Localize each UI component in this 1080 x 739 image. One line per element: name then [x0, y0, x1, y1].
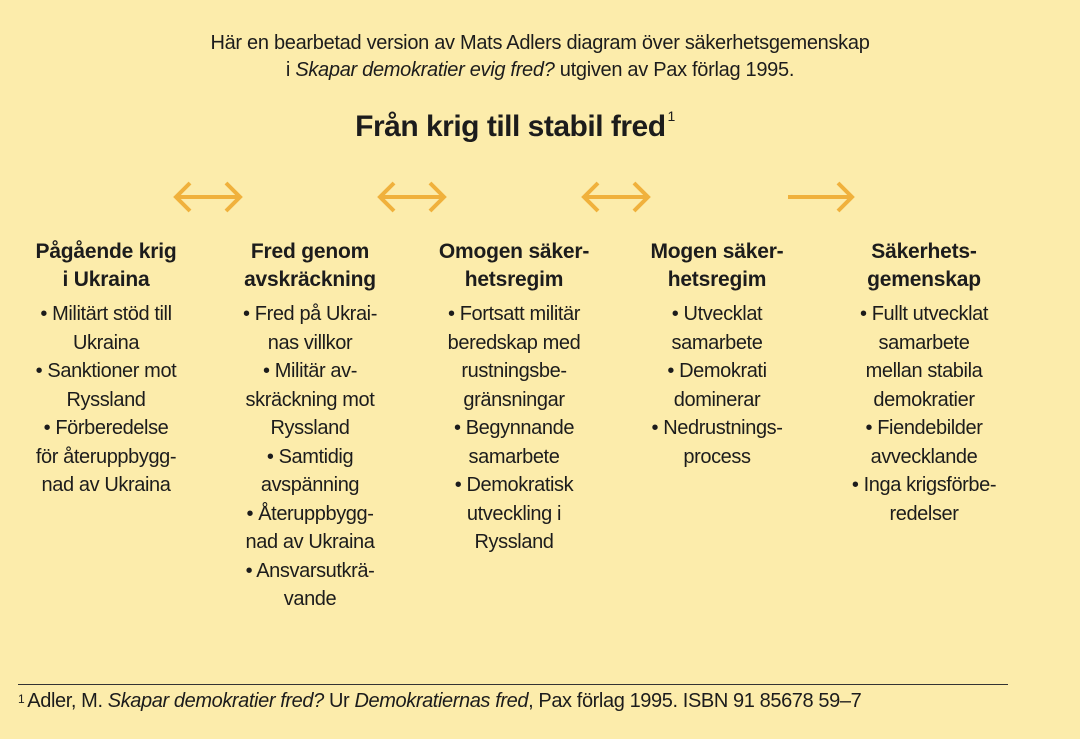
footnote: $^1$ Adler, M. Skapar demokratier fred? Ur Demokratiernas fred, Pax förlag 1995. ISBN 91 85678 59–7 [18, 690, 862, 712]
right-arrow-icon [784, 180, 856, 214]
footnote-divider [18, 684, 1008, 685]
list-item: • Ansvarsutkrä- vande [245, 559, 375, 610]
intro-line-1: Här en bearbetad version av Mats Adlers diagram över säkerhetsgemenskap [210, 32, 870, 54]
list-item: • Samtidig avspänning [260, 445, 360, 496]
diagram-title [0, 110, 1030, 144]
stage-heading: Mogen säker- hetsregim [650, 240, 784, 291]
list-item: • Begynnande samarbete [453, 417, 575, 468]
double-arrow-icon [172, 180, 244, 214]
list-item: • Förberedelse för återuppbygg- nad av Ukraina [35, 417, 177, 496]
list-item: • Demokratisk utveckling i Ryssland [454, 474, 574, 553]
stage-pagaende-krig [14, 238, 198, 500]
list-item: • Fullt utvecklat samarbete mellan stabila demokratier [859, 303, 989, 411]
stage-mogen-sakerhetsregim [626, 238, 808, 471]
list-item: • Nedrustnings- process [651, 417, 783, 468]
list-item: • Militärt stöd till Ukraina [40, 303, 172, 354]
list-item: • Sanktioner mot Ryssland [35, 360, 177, 411]
stage-sakerhetsgemenskap [830, 238, 1018, 528]
intro-suffix: utgiven av Pax förlag 1995. [554, 59, 795, 81]
stage-heading: Säkerhets- gemenskap [867, 240, 981, 291]
footnote-mark: 1 [18, 692, 25, 706]
title-footnote-mark: 1 [667, 108, 675, 124]
list-item: • Inga krigsförbe- redelser [851, 474, 997, 525]
list-item: • Fortsatt militär beredskap med rustningsbe- gränsningar [447, 303, 581, 411]
double-arrow-icon [376, 180, 448, 214]
list-item: • Återuppbygg- nad av Ukraina [245, 502, 375, 553]
double-arrow-icon [580, 180, 652, 214]
stage-heading: Fred genom avskräckning [244, 240, 376, 291]
stage-heading: Pågående krig i Ukraina [35, 240, 177, 291]
list-item: • Fred på Ukrai- nas villkor [243, 303, 377, 354]
stage-omogen-sakerhetsregim [418, 238, 610, 557]
list-item: • Demokrati dominerar [667, 360, 767, 411]
intro-book-title: Skapar demokratier evig fred? [295, 59, 555, 81]
diagram-title-text: Från krig till stabil fred [355, 110, 666, 143]
intro-line-2 [0, 57, 1080, 84]
intro-text [0, 30, 1080, 84]
list-item: • Militär av- skräckning mot Ryssland [245, 360, 375, 439]
list-item: • Utvecklat samarbete [671, 303, 763, 354]
stage-fred-genom-avskrackning [218, 238, 402, 614]
stage-heading: Omogen säker- hetsregim [438, 240, 590, 291]
list-item: • Fiendebilder avvecklande [865, 417, 983, 468]
intro-prefix: i [285, 59, 296, 81]
